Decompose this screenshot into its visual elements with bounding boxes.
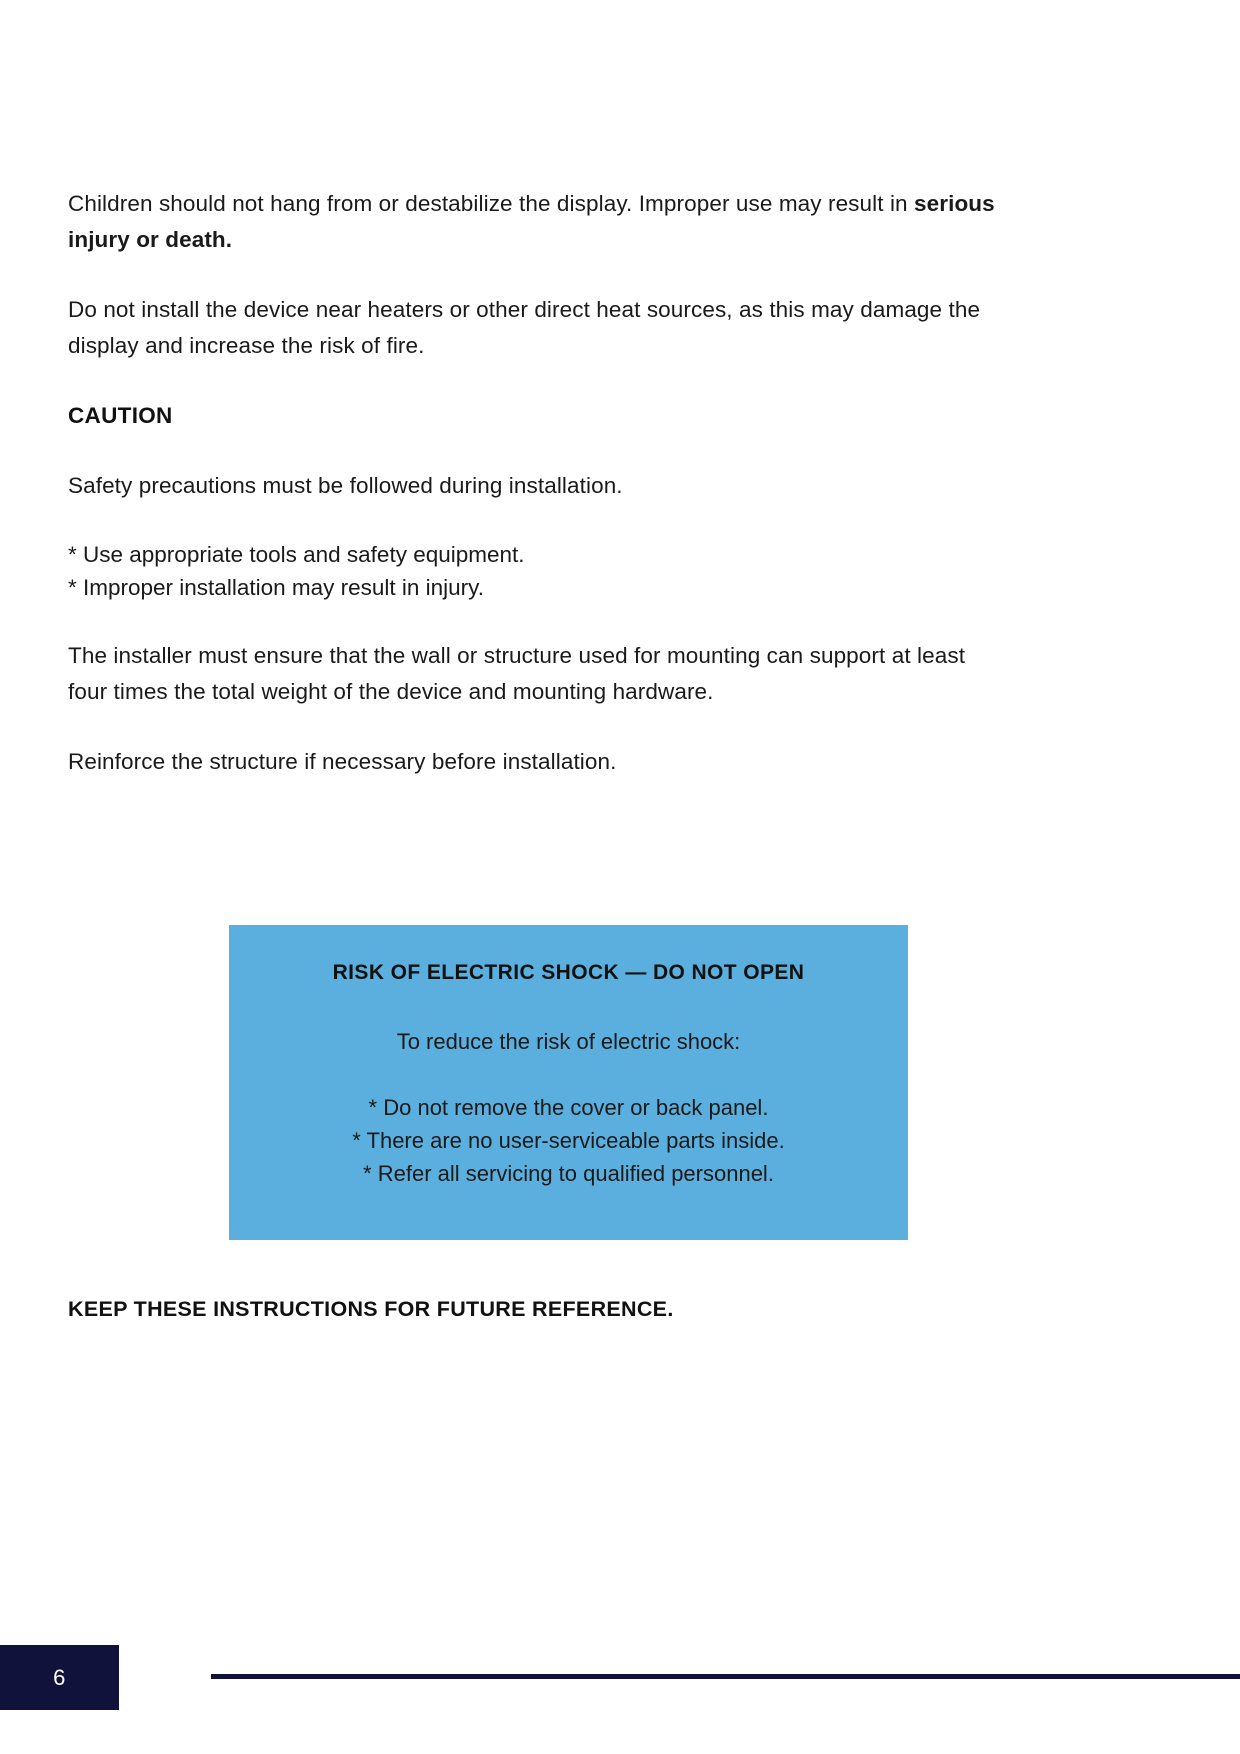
warning-box-title: RISK OF ELECTRIC SHOCK — DO NOT OPEN bbox=[332, 961, 805, 984]
list-item: * There are no user-serviceable parts inside. bbox=[352, 1128, 785, 1153]
footer-divider bbox=[211, 1674, 1240, 1679]
warning-box-subtitle: To reduce the risk of electric shock: bbox=[396, 1029, 741, 1054]
footer-page-number: 6 bbox=[53, 1665, 66, 1690]
list-item: * Refer all servicing to qualified personnel. bbox=[363, 1161, 774, 1186]
paragraph-children-warning-emphasis: serious injury or death. bbox=[68, 191, 995, 252]
paragraph-installer-requirement: The installer must ensure that the wall or structure used for mounting can support at least four times the total weight of the device and mounting hardware. bbox=[68, 643, 966, 704]
keep-instructions-note: KEEP THESE INSTRUCTIONS FOR FUTURE REFERENCE. bbox=[68, 1297, 674, 1321]
list-item: * Improper installation may result in injury. bbox=[68, 575, 484, 600]
warning-box-list bbox=[229, 1059, 908, 1190]
paragraph-reinforce-structure: Reinforce the structure if necessary before installation. bbox=[68, 749, 617, 774]
page-body bbox=[68, 186, 1008, 814]
list-item: * Do not remove the cover or back panel. bbox=[368, 1095, 769, 1120]
list-item: * Use appropriate tools and safety equipment. bbox=[68, 542, 525, 567]
electric-shock-warning-box bbox=[229, 925, 908, 1240]
caution-bullet-list bbox=[68, 538, 1008, 604]
paragraph-heater-warning: Do not install the device near heaters or other direct heat sources, as this may damage the display and increase the risk of fire. bbox=[68, 297, 981, 358]
paragraph-children-warning bbox=[68, 186, 1008, 258]
paragraph-children-warning-lead: Children should not hang from or destabilize the display. Improper use may result in bbox=[68, 191, 915, 216]
heading-caution: CAUTION bbox=[68, 403, 173, 428]
paragraph-caution-intro: Safety precautions must be followed during installation. bbox=[68, 473, 623, 498]
